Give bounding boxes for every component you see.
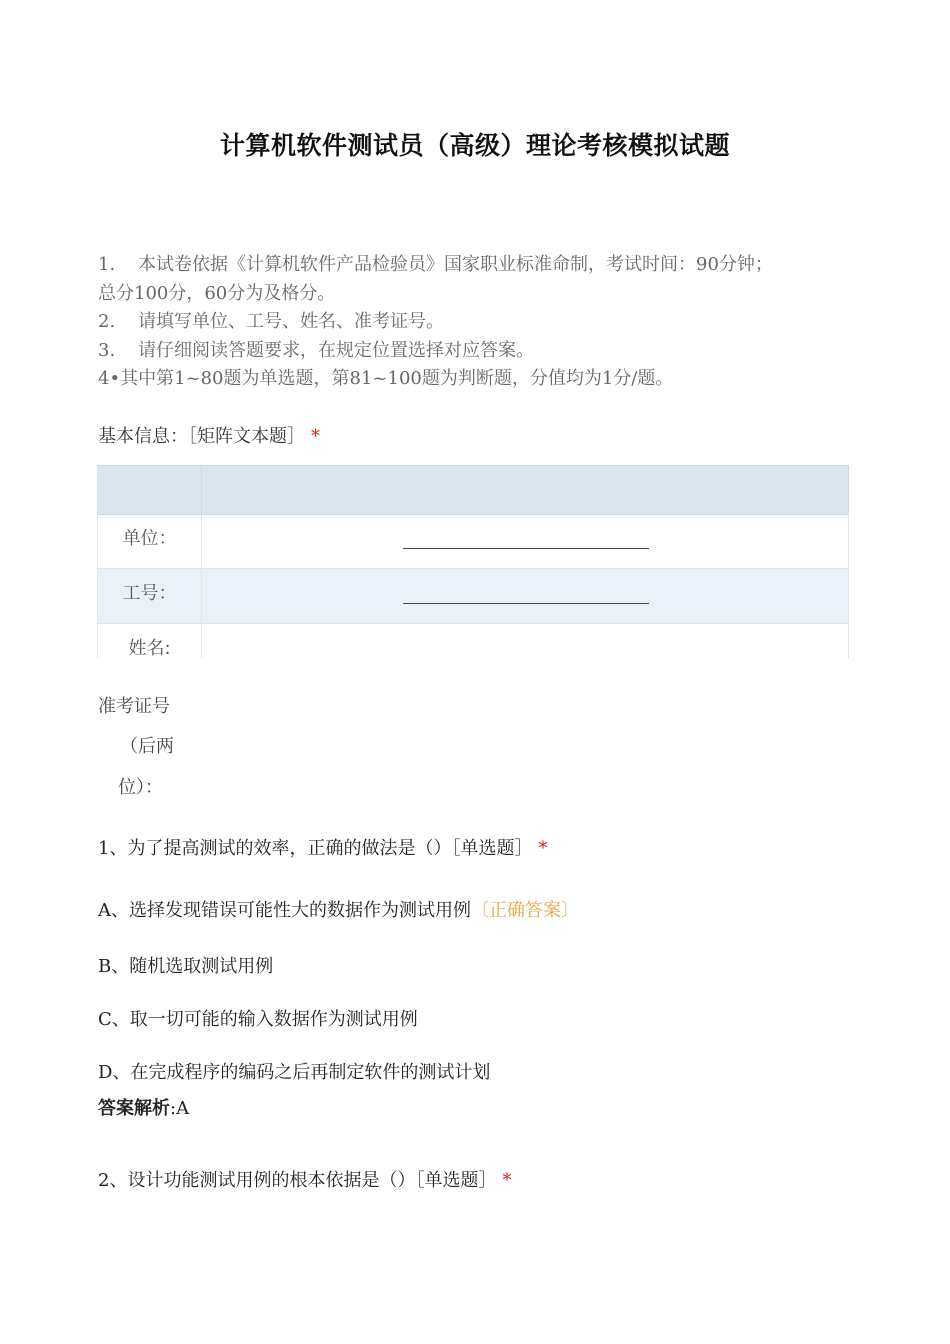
matrix-header [98,465,849,515]
matrix-row-employee-id [98,569,849,624]
question-text: 2、设计功能测试用例的根本依据是（）［单选题］ [98,1170,497,1191]
matrix-row-unit [98,514,849,569]
question-text: 1、为了提高测试的效率，正确的做法是（）［单选题］ [98,838,533,859]
instruction-1-cont: 总分100分，60分为及格分。 [98,283,336,304]
correct-answer-tag: 〔正确答案〕 [471,900,579,921]
exam-id-label-2: （后两 [120,736,174,757]
option-b[interactable]: B、随机选取测试用例 [98,956,274,977]
exam-id-label-1: 准考证号 [98,696,170,717]
instruction-text: 请填写单位、工号、姓名、准考证号。 [138,311,444,332]
question-2-stem [98,1166,511,1192]
instruction-1 [98,250,773,276]
required-mark: * [502,1170,512,1191]
required-mark: * [311,426,320,447]
basic-info-label [98,422,320,448]
instruction-number: 1. [98,254,116,275]
row-label: 姓名: [98,624,202,658]
row-label: 单位： [98,514,202,568]
option-text: A、选择发现错误可能性大的数据作为测试用例 [98,900,471,921]
basic-info-text: 基本信息：［矩阵文本题］ [98,426,305,447]
answer-analysis [98,1094,189,1120]
instruction-2 [98,307,444,333]
unit-input-line[interactable] [403,548,649,549]
question-1-stem [98,834,547,860]
instruction-text: 请仔细阅读答题要求，在规定位置选择对应答案。 [138,340,534,361]
basic-info-matrix [97,465,849,658]
instruction-3 [98,336,534,362]
instruction-number: 3. [98,340,116,361]
instruction-4: 4•其中第1~80题为单选题，第81~100题为判断题，分值均为1分/题。 [98,368,674,389]
analysis-label: 答案解析 [98,1098,170,1119]
exam-id-label-3: 位）： [118,777,163,798]
header-divider [201,466,202,514]
matrix-row-name [98,624,849,658]
page-title: 计算机软件测试员（高级）理论考核模拟试题 [219,131,730,160]
employee-id-input-line[interactable] [403,603,649,604]
instruction-number: 2. [98,311,116,332]
analysis-value: :A [170,1098,190,1119]
instruction-text: 本试卷依据《计算机软件产品检验员》国家职业标准命制，考试时间：90分钟； [138,254,773,275]
option-d[interactable]: D、在完成程序的编码之后再制定软件的测试计划 [98,1062,491,1083]
required-mark: * [538,838,548,859]
option-a[interactable] [98,896,579,922]
row-label: 工号： [98,569,202,623]
option-c[interactable]: C、取一切可能的输入数据作为测试用例 [98,1009,418,1030]
